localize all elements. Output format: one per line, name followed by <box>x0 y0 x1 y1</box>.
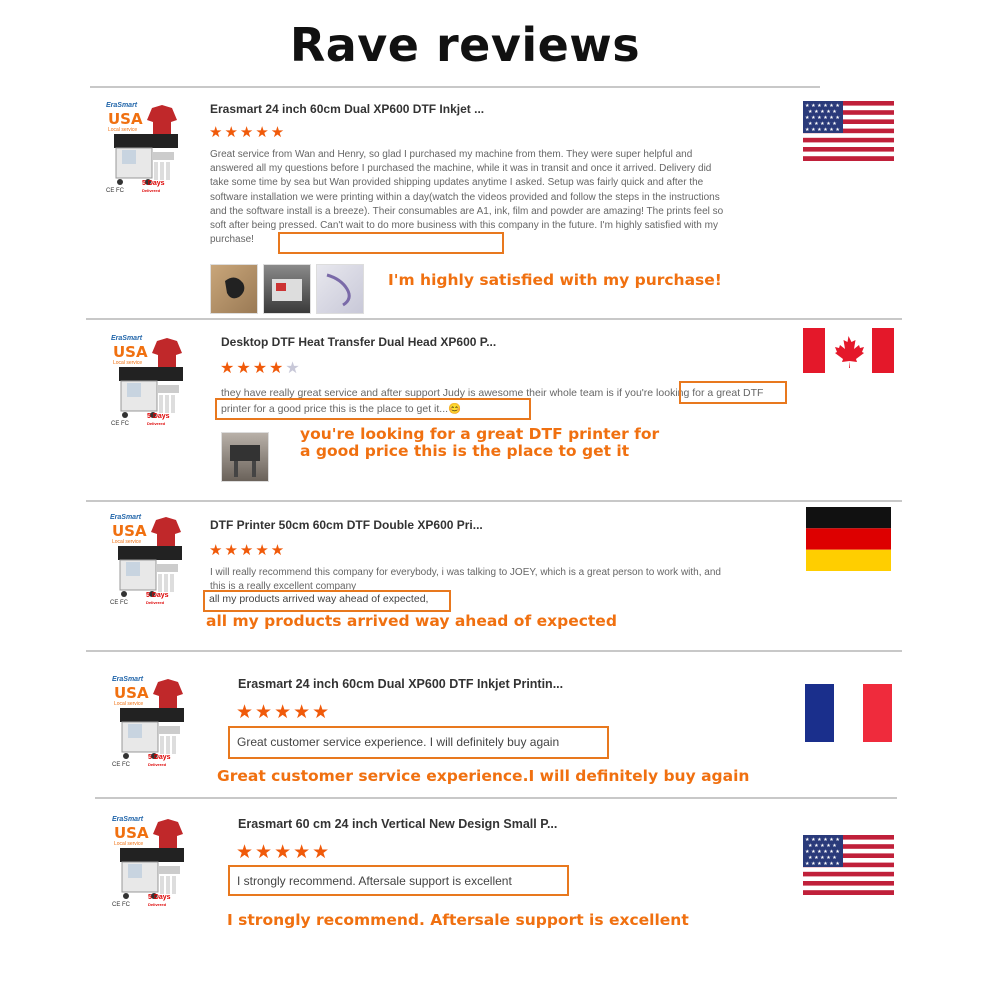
review-photo[interactable] <box>210 264 258 314</box>
product-thumbnail[interactable] <box>107 333 193 433</box>
brand-label: EraSmart <box>111 335 143 342</box>
cert-label: CE FC <box>112 902 130 908</box>
review-text: I will really recommend this company for everybody, i was talking to JOEY, which is a great person to work with, and this is a really excellent company <box>210 567 721 593</box>
brand-label: EraSmart <box>112 816 144 823</box>
usa-sub-label: Local service <box>113 360 143 366</box>
highlight-caption: I'm highly satisfied with my purchase! <box>388 271 722 289</box>
svg-text:★ ★ ★ ★ ★ ★: ★ ★ ★ ★ ★ ★ <box>805 837 840 843</box>
brand-label: EraSmart <box>106 102 138 109</box>
svg-text:★ ★ ★ ★ ★: ★ ★ ★ ★ ★ <box>808 843 837 849</box>
star-rating: ★★★★★ <box>236 702 332 723</box>
highlight-box <box>679 381 787 404</box>
svg-text:★ ★ ★ ★ ★ ★: ★ ★ ★ ★ ★ ★ <box>805 849 840 855</box>
star-rating: ★★★★★ <box>220 360 302 377</box>
review-text: Great service from Wan and Henry, so glad I purchased my machine from them. They were super helpful and answered all my questions before I purchased the machine, while it was in transit and once it arrived. Delivery did take some time by sea but Wan provided shipping updates anytime I asked. Setup was fairly quick and after the software installation we were printing within a day(watch the videos provided and follow the steps in the instructions and the software install is a breeze). Their consumables are A1, ink, film and powder are amazing! The prints feel so soft after being pressed. Can't wait to do more business with this company in the future. I'm highly satisfied with my purchase! <box>210 149 724 246</box>
divider <box>86 650 902 652</box>
product-title[interactable]: Desktop DTF Heat Transfer Dual Head XP600 P... <box>221 335 497 349</box>
divider <box>86 500 902 502</box>
printer-photo-icon <box>222 433 268 481</box>
star-rating: ★★★★★ <box>236 842 332 863</box>
france-flag-icon <box>805 684 896 744</box>
cert-label: CE FC <box>111 421 129 427</box>
star-rating: ★★★★★ <box>209 124 287 141</box>
product-title[interactable]: Erasmart 24 inch 60cm Dual XP600 DTF Inkjet Printin... <box>238 677 564 691</box>
review-photo[interactable] <box>316 264 364 314</box>
usa-flag-icon <box>803 101 894 161</box>
highlight-caption: all my products arrived way ahead of expected <box>206 612 617 630</box>
usa-label: USA <box>112 522 147 540</box>
print-sample-icon <box>317 265 363 313</box>
svg-text:★ ★ ★ ★ ★ ★: ★ ★ ★ ★ ★ ★ <box>805 861 840 867</box>
svg-text:★ ★ ★ ★ ★: ★ ★ ★ ★ ★ <box>808 121 837 127</box>
product-title[interactable]: Erasmart 60 cm 24 inch Vertical New Design Small P... <box>238 817 558 831</box>
usa-label: USA <box>114 824 149 842</box>
canada-flag-icon <box>803 328 894 388</box>
divider <box>90 86 820 88</box>
brand-label: EraSmart <box>110 514 142 521</box>
review-quote: I'm highly satisfied with my purchase! <box>210 220 718 246</box>
highlight-caption: Great customer service experience.I will definitely buy again <box>217 767 750 785</box>
cert-label: CE FC <box>106 188 124 194</box>
delivery-badge: 5 Days Delivered <box>148 754 171 767</box>
cert-label: CE FC <box>112 762 130 768</box>
product-thumbnail[interactable] <box>108 674 194 774</box>
svg-text:★ ★ ★ ★ ★ ★: ★ ★ ★ ★ ★ ★ <box>805 103 840 109</box>
svg-text:★ ★ ★ ★ ★: ★ ★ ★ ★ ★ <box>808 855 837 861</box>
machine-photo-icon <box>264 265 310 313</box>
review-photo[interactable] <box>221 432 269 482</box>
star-rating: ★★★★★ <box>209 542 287 559</box>
delivery-badge: 5 Days Delivered <box>142 180 165 193</box>
product-title[interactable]: DTF Printer 50cm 60cm DTF Double XP600 Pri... <box>210 518 483 532</box>
divider <box>95 797 897 799</box>
germany-flag-icon <box>806 507 897 567</box>
delivery-badge: 5 Days Delivered <box>148 894 171 907</box>
usa-sub-label: Local service <box>112 539 142 545</box>
review-quote: you're looking for a <box>624 387 714 399</box>
usa-label: USA <box>113 343 148 361</box>
product-thumbnail[interactable] <box>102 100 188 200</box>
svg-text:★ ★ ★ ★ ★: ★ ★ ★ ★ ★ <box>808 109 837 115</box>
review-quote: I strongly recommend. Aftersale support is excellent <box>237 874 512 888</box>
usa-flag-icon <box>803 835 894 895</box>
svg-text:★ ★ ★ ★ ★ ★: ★ ★ ★ ★ ★ ★ <box>805 127 840 133</box>
review-quote: Great customer service experience. I will definitely buy again <box>237 735 560 749</box>
review-photo[interactable] <box>263 264 311 314</box>
brand-label: EraSmart <box>112 676 144 683</box>
cert-label: CE FC <box>110 600 128 606</box>
delivery-badge: 5 Days Delivered <box>147 413 170 426</box>
highlight-caption: a good price this is the place to get it <box>300 442 630 460</box>
review-quote: all my products arrived way ahead of expected, <box>209 593 429 605</box>
delivery-badge: 5 Days Delivered <box>146 592 169 605</box>
highlight-caption: I strongly recommend. Aftersale support is excellent <box>227 911 689 929</box>
usa-sub-label: Local service <box>114 701 144 707</box>
highlight-box <box>228 865 569 896</box>
usa-label: USA <box>114 684 149 702</box>
usa-label: USA <box>108 110 143 128</box>
usa-sub-label: Local service <box>108 127 138 133</box>
product-thumbnail[interactable] <box>108 814 194 914</box>
review-text: they have really great service and after support Judy is awesome their whole team is if you're looking for a great DTF printer for a good price this is the place to get it...😊 <box>221 387 764 415</box>
highlight-box <box>278 232 504 254</box>
shirt-print-icon <box>211 265 257 313</box>
review-quote: great DTF printer for a good price this is the place to get it <box>221 387 764 415</box>
product-thumbnail[interactable] <box>106 512 192 612</box>
divider <box>86 318 902 320</box>
highlight-box <box>215 398 531 420</box>
product-title[interactable]: Erasmart 24 inch 60cm Dual XP600 DTF Inkjet ... <box>210 102 485 116</box>
highlight-caption: you're looking for a great DTF printer for <box>300 425 660 443</box>
highlight-box <box>228 726 609 759</box>
page-title: Rave reviews <box>289 18 641 72</box>
usa-sub-label: Local service <box>114 841 144 847</box>
svg-text:★ ★ ★ ★ ★ ★: ★ ★ ★ ★ ★ ★ <box>805 115 840 121</box>
smile-emoji-icon: 😊 <box>448 403 462 415</box>
